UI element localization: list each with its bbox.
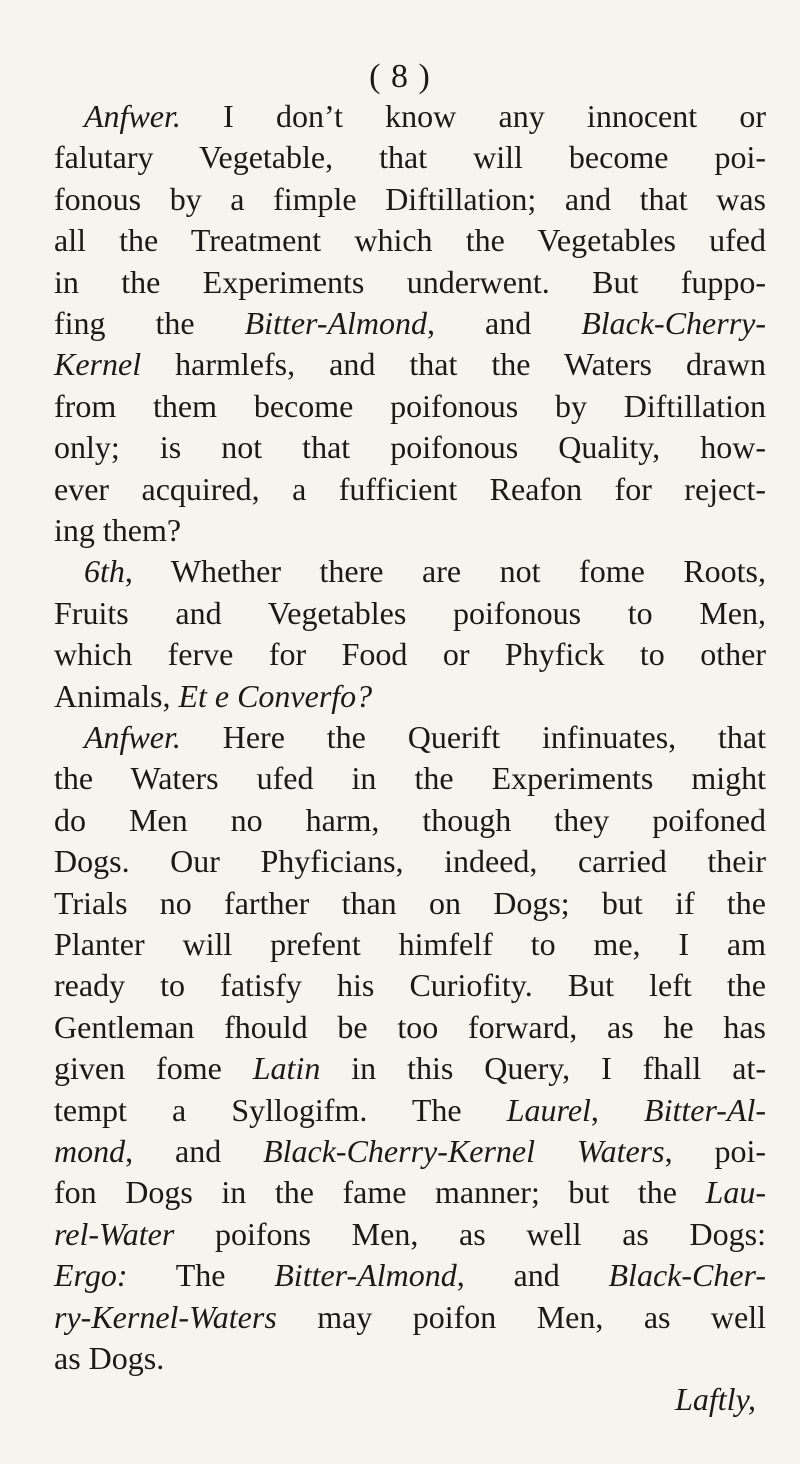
- text-run: Gentleman fhould be too forward, as he has: [54, 1008, 766, 1045]
- text-line: [54, 839, 766, 883]
- text-line: [54, 922, 766, 966]
- text-line: [54, 1129, 766, 1173]
- italic-text: Latin: [252, 1050, 321, 1087]
- text-run: fonous by a fimple Diftillation; and that was: [54, 180, 766, 217]
- text-run: may poifon Men, as well: [276, 1298, 766, 1335]
- text-line: [54, 508, 766, 552]
- text-run: Here the Querift infinuates, that: [180, 719, 766, 755]
- text-run: Fruits and Vegetables poifonous to Men,: [54, 594, 766, 631]
- text-run: ever acquired, a fufficient Reafon for reject-: [54, 470, 766, 507]
- text-run: falutary Vegetable, that will become poi-: [54, 139, 766, 176]
- text-line: [54, 798, 766, 842]
- text-run: Trials no farther than on Dogs; but if the: [54, 884, 766, 921]
- italic-text: Et e Converfo?: [178, 677, 373, 714]
- text-run: as Dogs.: [54, 1340, 165, 1376]
- italic-text: Black-Cherry-: [581, 305, 766, 341]
- text-run: ready to fatisfy his Curiofity. But left the: [54, 967, 766, 1004]
- italic-text: Bitter-Almond: [274, 1257, 457, 1294]
- text-run: all the Treatment which the Vegetables ufed: [54, 222, 766, 259]
- text-run: which ferve for Food or Phyfick to other: [54, 636, 766, 673]
- text-line: [54, 963, 766, 1007]
- text-run: , Whether there are not fome Roots,: [124, 553, 766, 590]
- italic-text: ry-Kernel-Waters: [54, 1298, 277, 1335]
- text-run: do Men no harm, though they poifoned: [54, 801, 766, 838]
- text-run: , and: [427, 305, 582, 341]
- text-run: in the Experiments underwent. But fuppo-: [54, 263, 766, 300]
- italic-text: rel-Water: [54, 1215, 175, 1252]
- text-line: [54, 1170, 766, 1214]
- italic-text: Black-Cher-: [608, 1257, 767, 1294]
- text-line: [54, 342, 766, 386]
- text-line: [54, 425, 766, 469]
- text-line: [54, 260, 766, 304]
- text-run: ,: [590, 1091, 645, 1128]
- catchword: [54, 1377, 756, 1421]
- italic-text: Kernel: [54, 346, 142, 383]
- text-line: [54, 674, 766, 718]
- text-line: [54, 1295, 766, 1339]
- text-run: , and: [456, 1257, 609, 1294]
- italic-text: Ergo:: [54, 1257, 128, 1294]
- text-run: given fome: [54, 1050, 253, 1087]
- text-line: [54, 1005, 766, 1049]
- page-number: ( 8 ): [369, 58, 431, 95]
- text-line: [54, 177, 766, 221]
- italic-text: Bitter-Al-: [644, 1091, 767, 1128]
- text-run: , poi-: [664, 1133, 767, 1169]
- text-run: only; is not that poifonous Quality, how-: [54, 429, 766, 466]
- text-line: [84, 549, 766, 593]
- italic-text: Black-Cherry-Kernel Waters: [263, 1133, 665, 1169]
- catchword-text: Laftly,: [675, 1381, 756, 1418]
- text-line: [54, 1212, 766, 1256]
- text-run: I don’t know any innocent or: [180, 98, 766, 134]
- text-line: [54, 384, 766, 428]
- text-run: the Waters ufed in the Experiments might: [54, 760, 766, 797]
- italic-text: Anfwer.: [84, 719, 181, 755]
- text-line: [54, 467, 766, 511]
- italic-text: mond: [54, 1133, 126, 1169]
- text-line: [54, 218, 766, 262]
- text-line: [54, 135, 766, 179]
- text-run: fing the: [54, 305, 245, 341]
- text-run: ing them?: [54, 512, 182, 548]
- italic-text: Bitter-Almond: [244, 305, 428, 341]
- text-line: [54, 1088, 766, 1132]
- italic-text: Laurel: [506, 1091, 591, 1128]
- text-run: in this Query, I fhall at-: [320, 1050, 767, 1087]
- text-line: [54, 881, 766, 925]
- italic-text: 6th: [84, 553, 125, 590]
- text-run: , and: [125, 1133, 264, 1169]
- text-run: tempt a Syllogifm. The: [54, 1091, 507, 1128]
- text-run: poifons Men, as well as Dogs:: [174, 1215, 766, 1252]
- text-line: [54, 1336, 766, 1380]
- text-line: [54, 756, 766, 800]
- text-run: Animals,: [54, 677, 179, 714]
- text-line: [54, 632, 766, 676]
- text-run: The: [127, 1257, 275, 1294]
- text-line: [54, 591, 766, 635]
- text-run: harmlefs, and that the Waters drawn: [141, 346, 766, 383]
- text-line: [84, 715, 766, 759]
- text-line: [54, 301, 766, 345]
- text-run: Planter will prefent himfelf to me, I am: [54, 926, 766, 962]
- italic-text: Anfwer.: [84, 98, 181, 134]
- italic-text: Lau-: [705, 1174, 766, 1211]
- text-line: [54, 1253, 766, 1297]
- text-line: [84, 94, 766, 138]
- text-line: [54, 1046, 766, 1090]
- text-run: Dogs. Our Phyficians, indeed, carried their: [54, 843, 766, 880]
- text-run: fon Dogs in the fame manner; but the: [54, 1174, 706, 1211]
- text-run: from them become poifonous by Diftillation: [54, 387, 766, 424]
